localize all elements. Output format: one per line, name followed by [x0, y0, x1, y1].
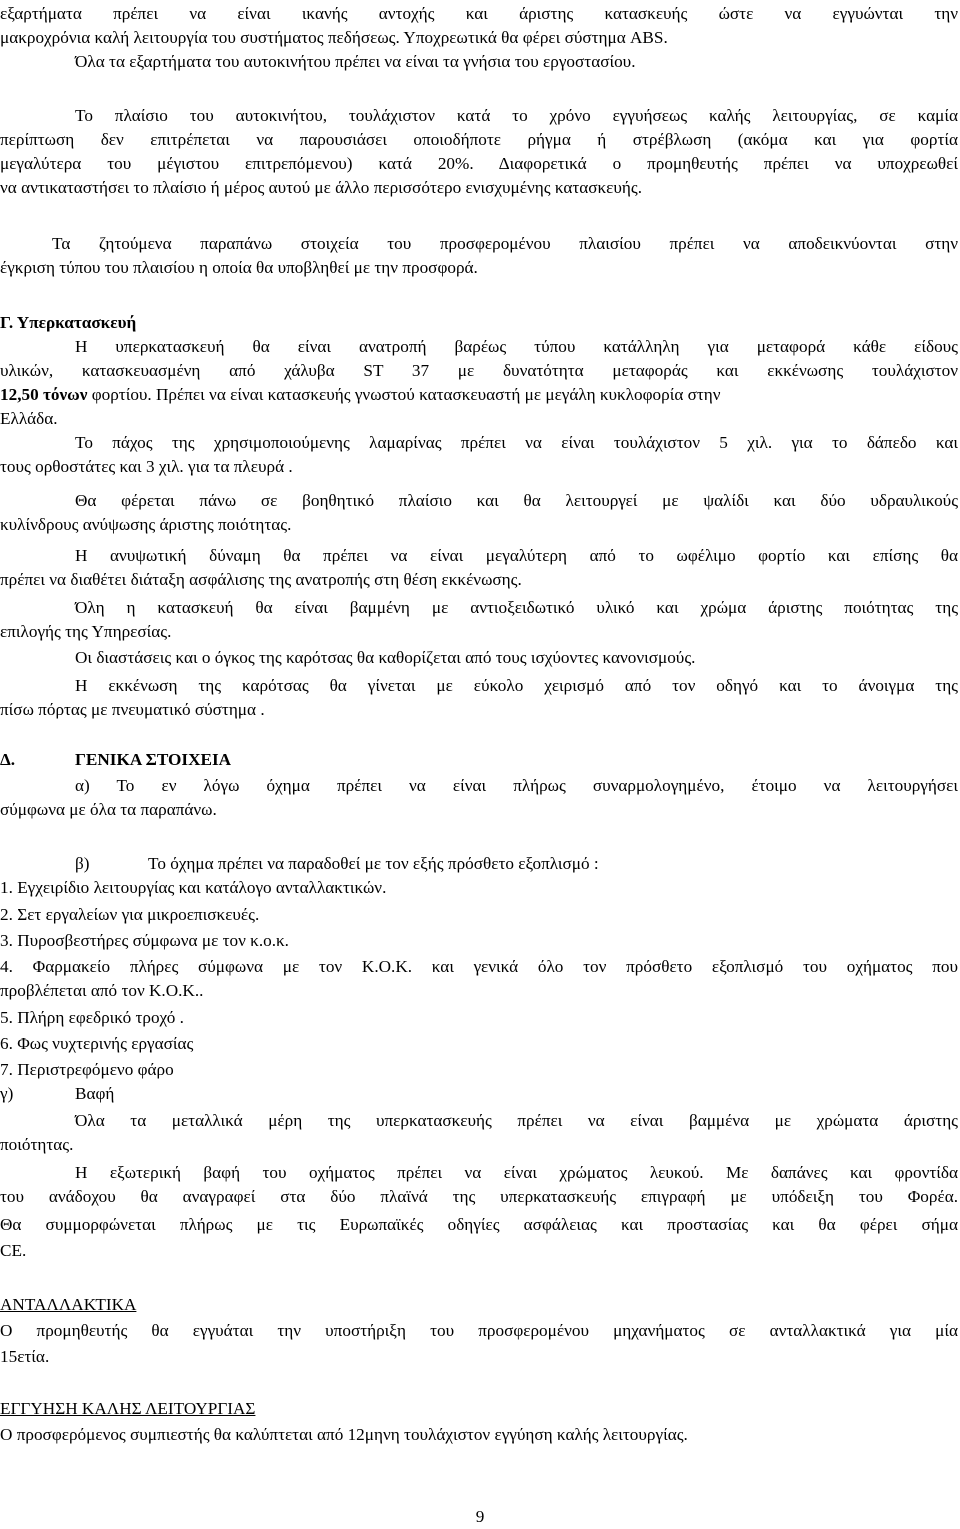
equipment-item-6: 6. Φως νυχτερινής εργασίας [0, 1034, 194, 1053]
section-g-p1-line-4: Ελλάδα. [0, 409, 58, 428]
section-d-b-label: β) [75, 854, 90, 873]
capacity-value: 12,50 τόνων [0, 385, 88, 404]
equipment-item-3: 3. Πυροσβεστήρες σύμφωνα με τον κ.ο.κ. [0, 931, 289, 950]
section-d-letter: Δ. [0, 750, 16, 769]
section-g-p2-line-1: Το πάχος της χρησιμοποιούμενης λαμαρίνας πρέπει να είναι τουλάχιστον 5 χιλ. για το δάπεδο και [75, 433, 958, 452]
paint-p3-line-2: CE. [0, 1241, 27, 1260]
equipment-item-4-cont: προβλέπεται από τον Κ.Ο.Κ.. [0, 981, 204, 1000]
section-d-a-line-2: σύμφωνα με όλα τα παραπάνω. [0, 800, 217, 819]
section-d-c-title: Βαφή [75, 1084, 115, 1103]
paint-p1-line-2: ποιότητας. [0, 1135, 74, 1154]
equipment-item-7: 7. Περιστρεφόμενο φάρο [0, 1060, 174, 1079]
section-g-p6-line-1: Οι διαστάσεις και ο όγκος της καρότσας θα καθορίζεται από τους ισχύοντες κανονισμούς. [75, 648, 696, 667]
chassis-p2-line-2: έγκριση τύπου του πλαισίου η οποία θα υποβληθεί με την προσφορά. [0, 258, 478, 277]
chassis-line-3: μεγαλύτερα του μέγιστου επιτρεπόμενου) κατά 20%. Διαφορετικά ο προμηθευτής πρέπει να υποχρεωθεί [0, 154, 958, 173]
warranty-line-1: Ο προσφερόμενος συμπιεστής θα καλύπτεται από 12μηνη τουλάχιστον εγγύηση καλής λειτουργίας. [0, 1425, 688, 1444]
chassis-line-1: Το πλαίσιο του αυτοκινήτου, τουλάχιστον κατά το χρόνο εγγυήσεως καλής λειτουργίας, σε καμία [75, 106, 958, 125]
intro-line-2: μακροχρόνια καλή λειτουργία του συστήματος πεδήσεως. Υποχρεωτικά θα φέρει σύστημα ABS. [0, 28, 668, 47]
chassis-line-2: περίπτωση δεν επιτρέπεται να παρουσιάσει οποιοδήποτε ρήγμα ή στρέβλωση (ακόμα και για φορτία [0, 130, 958, 149]
spares-line-2: 15ετία. [0, 1347, 50, 1366]
equipment-item-1: 1. Εγχειρίδιο λειτουργίας και κατάλογο ανταλλακτικών. [0, 878, 387, 897]
section-g-p7-line-2: πίσω πόρτας με πνευματικό σύστημα . [0, 700, 265, 719]
spares-line-1: Ο προμηθευτής θα εγγυάται την υποστήριξη του προσφερομένου μηχανήματος σε ανταλλακτικά για μία [0, 1321, 958, 1340]
intro-line-1: εξαρτήματα πρέπει να είναι ικανής αντοχής και άριστης κατασκευής ώστε να εγγυώνται την [0, 4, 958, 23]
section-g-p1-line-2: υλικών, κατασκευασμένη από χάλυβα ST 37 με δυνατότητα μεταφοράς και εκκένωσης τουλάχιστον [0, 361, 958, 380]
page-number: 9 [475, 1507, 485, 1526]
section-d-title: ΓΕΝΙΚΑ ΣΤΟΙΧΕΙΑ [75, 750, 232, 769]
section-g-p1-line-1: Η υπερκατασκευή θα είναι ανατροπή βαρέως τύπου κατάλληλη για μεταφορά κάθε είδους [75, 337, 958, 356]
section-g-p5-line-2: επιλογής της Υπηρεσίας. [0, 622, 172, 641]
equipment-item-5: 5. Πλήρη εφεδρικό τροχό . [0, 1008, 184, 1027]
paint-p3-line-1: Θα συμμορφώνεται πλήρως με τις Ευρωπαϊκές οδηγίες ασφάλειας και προστασίας και θα φέρει σήμα [0, 1215, 958, 1234]
section-d-b-text: Το όχημα πρέπει να παραδοθεί με τον εξής πρόσθετο εξοπλισμό : [148, 854, 599, 873]
section-g-p1-line-3 [0, 383, 721, 407]
paint-p2-line-1: Η εξωτερική βαφή του οχήματος πρέπει να είναι χρώματος λευκού. Με δαπάνες και φροντίδα [75, 1163, 958, 1182]
section-g-p3-line-1: Θα φέρεται πάνω σε βοηθητικό πλαίσιο και θα λειτουργεί με ψαλίδι και δύο υδραυλικούς [75, 491, 958, 510]
section-g-p2-line-2: τους ορθοστάτες και 3 χιλ. για τα πλευρά . [0, 457, 293, 476]
section-g-heading: Γ. Υπερκατασκευή [0, 313, 137, 332]
capacity-rest: φορτίου. Πρέπει να είναι κατασκευής γνωστού κατασκευαστή με μεγάλη κυκλοφορία στην [87, 385, 721, 404]
section-g-p4-line-1: Η ανυψωτική δύναμη θα πρέπει να είναι μεγαλύτερη από το ωφέλιμο φορτίο και επίσης θα [75, 546, 958, 565]
section-d-a-line-1: α) Το εν λόγω όχημα πρέπει να είναι πλήρως συναρμολογημένο, έτοιμο να λειτουργήσει [75, 776, 958, 795]
equipment-item-2: 2. Σετ εργαλείων για μικροεπισκευές. [0, 905, 260, 924]
section-g-p7-line-1: Η εκκένωση της καρότσας θα γίνεται με εύκολο χειρισμό από τον οδηγό και το άνοιγμα της [75, 676, 958, 695]
paint-p2-line-2: του ανάδοχου θα αναγραφεί στα δύο πλαϊνά της υπερκατασκευής επιγραφή με υπόδειξη του Φορέα. [0, 1187, 958, 1206]
section-g-p4-line-2: πρέπει να διαθέτει διάταξη ασφάλισης της ανατροπής στη θέση εκκένωσης. [0, 570, 522, 589]
section-d-c-label: γ) [0, 1084, 14, 1103]
warranty-heading: ΕΓΓΥΗΣΗ ΚΑΛΗΣ ΛΕΙΤΟΥΡΓΙΑΣ [0, 1399, 256, 1418]
intro-line-3: Όλα τα εξαρτήματα του αυτοκινήτου πρέπει να είναι τα γνήσια του εργοστασίου. [75, 52, 636, 71]
paint-p1-line-1: Όλα τα μεταλλικά μέρη της υπερκατασκευής πρέπει να είναι βαμμένα με χρώματα άριστης [75, 1111, 958, 1130]
spares-heading: ΑΝΤΑΛΛΑΚΤΙΚΑ [0, 1295, 137, 1314]
chassis-line-4: να αντικαταστήσει το πλαίσιο ή μέρος αυτού με άλλο περισσότερο ενισχυμένης κατασκευής. [0, 178, 642, 197]
equipment-item-4: 4. Φαρμακείο πλήρες σύμφωνα με τον Κ.Ο.Κ. και γενικά όλο τον πρόσθετο εξοπλισμό του οχήματος που [0, 957, 958, 976]
section-g-p5-line-1: Όλη η κατασκευή θα είναι βαμμένη με αντιοξειδωτικό υλικό και χρώμα άριστης ποιότητας της [75, 598, 958, 617]
chassis-p2-line-1: Τα ζητούμενα παραπάνω στοιχεία του προσφερομένου πλαισίου πρέπει να αποδεικνύονται στην [52, 234, 958, 253]
section-g-p3-line-2: κυλίνδρους ανύψωσης άριστης ποιότητας. [0, 515, 292, 534]
